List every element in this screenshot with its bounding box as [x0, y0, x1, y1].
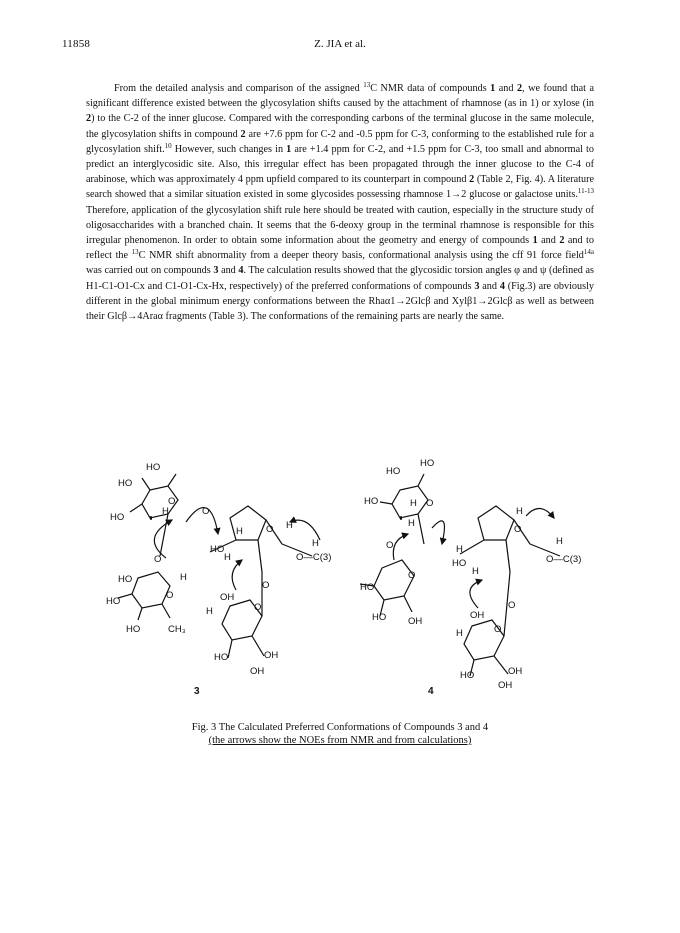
atom-label-oh: OH — [508, 666, 523, 677]
atom-label-ho: HO — [372, 612, 387, 623]
atom-label-h: H — [286, 520, 293, 531]
caption-note: (the arrows show the NOEs from NMR and from calculations) — [208, 735, 472, 746]
atom-label-ho: HO — [146, 462, 161, 473]
atom-label-h: H — [408, 518, 415, 529]
atom-label-o: O — [408, 570, 416, 581]
atom-label-oh: OH — [470, 610, 485, 621]
atom-label-h: H — [456, 628, 463, 639]
atom-label-oh: OH — [264, 650, 279, 661]
atom-label-o: O — [266, 524, 274, 535]
atom-label-ho: HO — [360, 582, 375, 593]
atom-label-ho: HO — [126, 624, 141, 635]
body-text — [86, 81, 594, 324]
caption-title: Fig. 3 The Calculated Preferred Conformations of Compounds 3 and 4 — [191, 722, 489, 733]
atom-label-o: O — [426, 498, 434, 509]
atom-label-h: H — [206, 606, 213, 617]
compound-label-4: 4 — [428, 686, 434, 697]
atom-label-ho: HO — [118, 574, 133, 585]
atom-label-o-c3: O—C(3) — [546, 554, 582, 565]
page-number: 11858 — [62, 38, 91, 50]
atom-label-o: O — [386, 540, 394, 551]
atom-label-oh: OH — [220, 592, 235, 603]
figure-caption — [0, 721, 680, 747]
atom-label-h: H — [224, 552, 231, 563]
running-head: Z. JIA et al. — [314, 38, 366, 50]
atom-label-h: H — [456, 544, 463, 555]
atom-label-h: H — [472, 566, 479, 577]
atom-label-o: O — [254, 602, 262, 613]
atom-label-o: O — [508, 600, 516, 611]
atom-label-ho: HO — [364, 496, 379, 507]
atom-label-o: O — [514, 524, 522, 535]
atom-label-oh: OH — [408, 616, 423, 627]
atom-label-o-c3: O—C(3) — [296, 552, 332, 563]
atom-label-ho: HO — [420, 458, 435, 469]
atom-label-ho: HO — [460, 670, 475, 681]
atom-label-o: O — [202, 506, 210, 517]
atom-label-ho: HO — [214, 652, 229, 663]
compound-label-3: 3 — [194, 686, 200, 697]
atom-label-ho: HO — [452, 558, 467, 569]
figure-3 — [90, 448, 600, 708]
atom-label-ho: HO — [106, 596, 121, 607]
atom-label-ch3: CH₃ — [168, 624, 186, 635]
atom-label-h: H — [516, 506, 523, 517]
atom-label-h: H — [180, 572, 187, 583]
atom-label-oh: OH — [498, 680, 513, 691]
atom-label-h: H — [556, 536, 563, 547]
atom-label-o: O — [168, 496, 176, 507]
atom-label-h: H — [236, 526, 243, 537]
atom-label-o: O — [166, 590, 174, 601]
atom-label-o: O — [154, 554, 162, 565]
atom-label-h: H — [312, 538, 319, 549]
conformation-diagram — [90, 448, 600, 708]
atom-label-ho: HO — [386, 466, 401, 477]
atom-label-o: O — [494, 624, 502, 635]
atom-label-h: H — [410, 498, 417, 509]
atom-label-ho: HO — [110, 512, 125, 523]
atom-label-h: H — [162, 506, 169, 517]
atom-label-o: O — [262, 580, 270, 591]
body-paragraph: From the detailed analysis and comparison of the assigned $^{13}$C NMR data of compounds 1 and 2, we found that a significant difference existed between the glycosylation shifts caused by the attachment of rhamnose (as in 1) or xylose (in 2) to the C-2 of the inner glucose. Compared with the corresponding carbons of the terminal glucose in the same molecule, the glycosylation shifts in compound 2 are +7.6 ppm for C-2 and -0.5 ppm for C-3, conforming to the established rule for a glycosylation shift.$^{10}$ However, such changes in 1 are +1.4 ppm for C-2, and +1.5 ppm for C-3, too small and abnormal to predict an interglycosidic site. Also, this irregular effect has been propagated through the inner glucose to the C-4 of arabinose, which was approximately 4 ppm upfield compared to its counterpart in compound 2 (Table 2, Fig. 4). A literature search showed that a similar situation existed in some glycosides possessing rhamnose 1→2 glucose or galactose units.$^{11-13}$ Therefore, application of the glycosylation shift rule here should be treated with caution, especially in the structure study of oligosaccharides with a branched chain. It seems that the 6-deoxy group in the terminal rhamnose is responsible for this irregular phenomenon. In order to obtain some information about the geometry and energy of compounds 1 and 2 and to reflect the $^{13}$C NMR shift abnormality from a deeper theory basis, conformational analysis using the cff 91 force field$^{14a}$ was carried out on compounds 3 and 4. The calculation results showed that the glycosidic torsion angles φ and ψ (defined as H1-C1-O1-Cx and C1-O1-Cx-Hx, respectively) of the preferred conformations of compounds 3 and 4 (Fig.3) are obviously different in the global minimum energy conformations between the Rhaα1→2Glcβ and Xylβ1→2Glcβ as well as between their Glcβ→4Araα fragments (Table 3). The conformations of the remaining parts are nearly the same. — [86, 81, 595, 323]
atom-label-ho: HO — [118, 478, 133, 489]
atom-label-oh: OH — [250, 666, 265, 677]
atom-label-ho: HO — [210, 544, 225, 555]
